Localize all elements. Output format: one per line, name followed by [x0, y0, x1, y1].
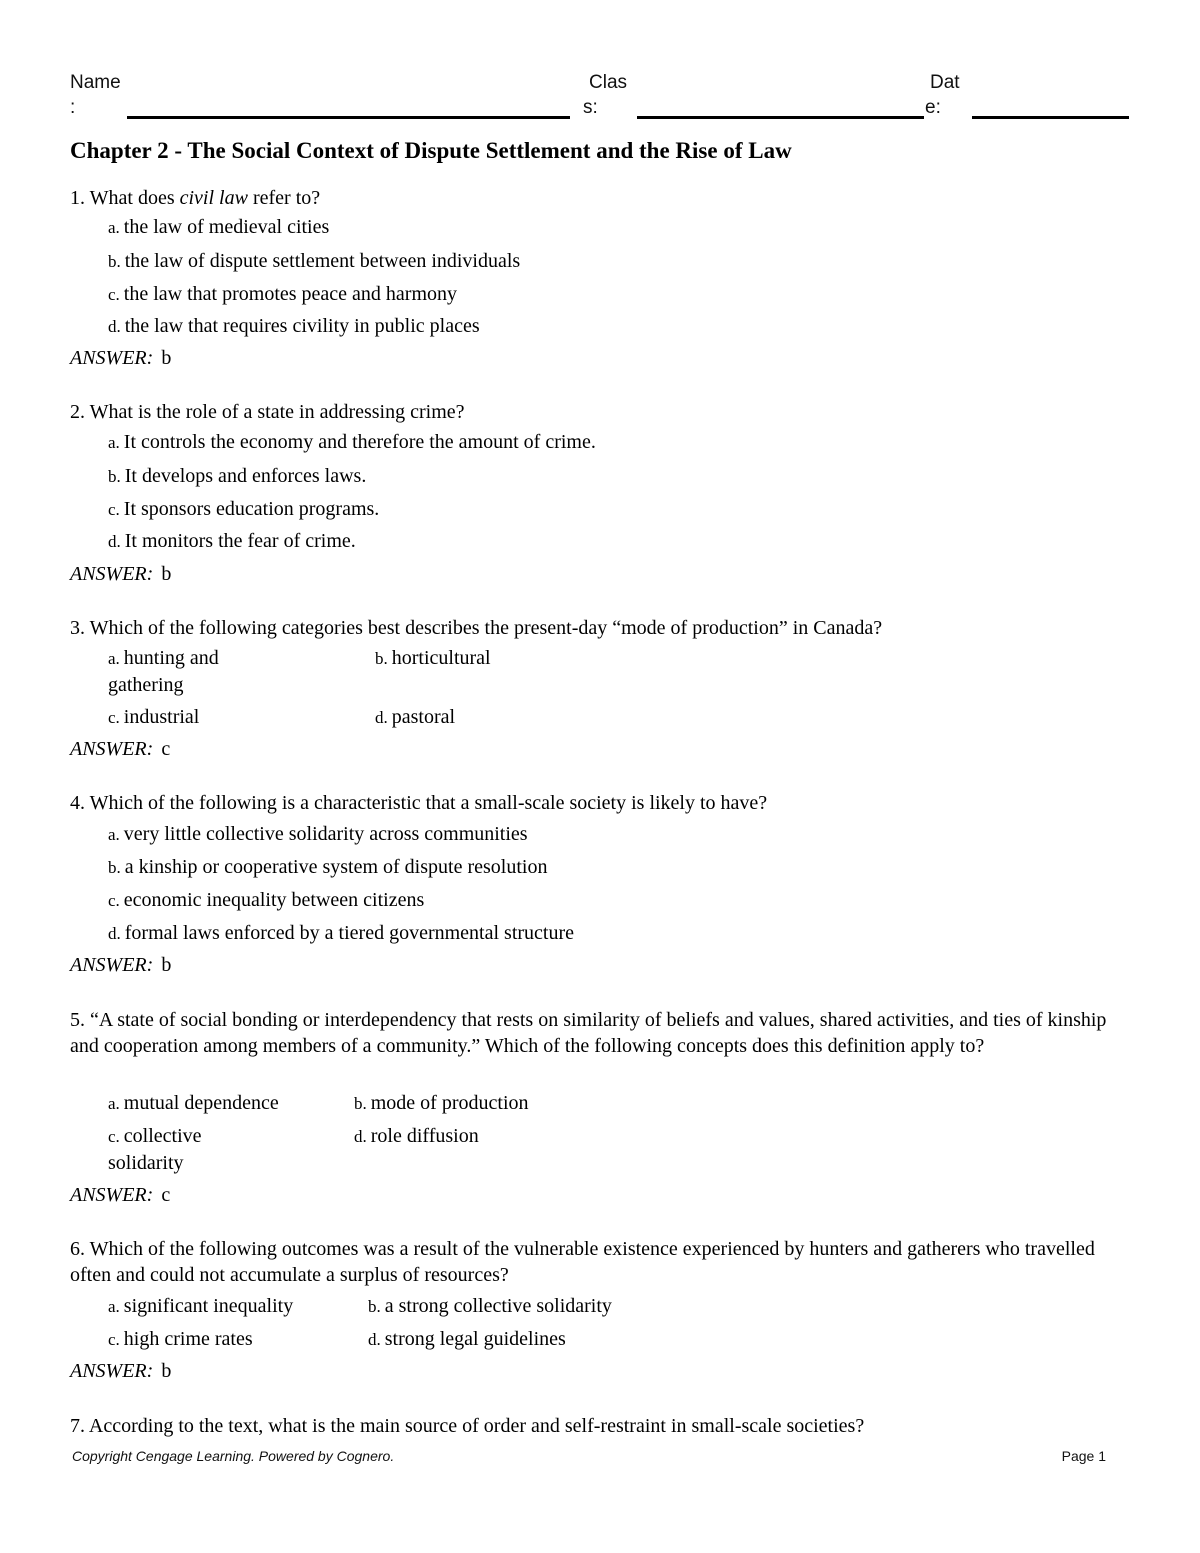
- option-text: It sponsors education programs.: [123, 498, 380, 520]
- option-6a: [108, 1293, 293, 1320]
- question-text-after: refer to?: [247, 187, 321, 209]
- option-4b: [108, 854, 547, 881]
- option-letter: c.: [108, 708, 120, 727]
- question-number: 6.: [70, 1238, 85, 1260]
- answer-value: c: [161, 738, 171, 760]
- option-1a: [108, 214, 329, 241]
- option-letter: b.: [375, 649, 388, 668]
- option-text: It develops and enforces laws.: [124, 465, 367, 487]
- option-letter: d.: [108, 317, 121, 336]
- answer-label: ANSWER:: [70, 954, 154, 976]
- option-text: strong legal guidelines: [384, 1328, 566, 1350]
- answer-value: c: [161, 1184, 171, 1206]
- option-text: hunting and gathering: [108, 647, 219, 696]
- answer-1: [70, 345, 171, 371]
- question-number: 3.: [70, 617, 85, 639]
- option-text: It monitors the fear of crime.: [124, 530, 356, 552]
- option-text: formal laws enforced by a tiered governmental structure: [124, 922, 575, 944]
- option-letter: b.: [108, 467, 121, 486]
- question-text: According to the text, what is the main source of order and self-restraint in small-scale societies?: [88, 1415, 865, 1437]
- option-letter: c.: [108, 1330, 120, 1349]
- option-text: role diffusion: [370, 1125, 479, 1147]
- question-1: [70, 185, 320, 211]
- class-field-line[interactable]: [637, 116, 924, 119]
- option-4c: [108, 887, 424, 914]
- option-text: the law that requires civility in public places: [124, 315, 480, 337]
- option-text: significant inequality: [123, 1295, 294, 1317]
- date-label-top: Dat: [930, 72, 960, 93]
- question-6: [70, 1236, 1115, 1288]
- question-text-before: What does: [89, 187, 180, 209]
- option-5c: [108, 1123, 258, 1176]
- option-letter: c.: [108, 500, 120, 519]
- question-text: Which of the following outcomes was a result of the vulnerable existence experienced by hunters and gatherers who travelled often and could not accumulate a surplus of resources?: [70, 1238, 1095, 1286]
- answer-value: b: [161, 347, 172, 369]
- option-text: the law of medieval cities: [123, 216, 330, 238]
- question-4: [70, 790, 767, 816]
- option-text: very little collective solidarity across communities: [123, 823, 528, 845]
- page-title: Chapter 2 - The Social Context of Dispute Settlement and the Rise of Law: [70, 138, 792, 163]
- answer-label: ANSWER:: [70, 1360, 154, 1382]
- option-2d: [108, 528, 356, 555]
- option-text: the law that promotes peace and harmony: [123, 283, 458, 305]
- option-text: a kinship or cooperative system of dispute resolution: [124, 856, 548, 878]
- question-number: 7.: [70, 1415, 85, 1437]
- option-text: horticultural: [391, 647, 491, 669]
- answer-label: ANSWER:: [70, 563, 154, 585]
- class-label-top: Clas: [589, 72, 628, 93]
- option-text: the law of dispute settlement between individuals: [124, 250, 521, 272]
- option-letter: b.: [108, 858, 121, 877]
- option-letter: c.: [108, 1127, 120, 1146]
- option-3c: [108, 704, 199, 731]
- option-2b: [108, 463, 366, 490]
- answer-value: b: [161, 954, 172, 976]
- name-label-top: Name: [70, 72, 121, 93]
- footer-page-number: Page 1: [1061, 1448, 1106, 1464]
- option-5d: [354, 1123, 479, 1150]
- option-letter: b.: [368, 1297, 381, 1316]
- question-text: “A state of social bonding or interdependency that rests on similarity of beliefs and values, shared activities, and ties of kinship and cooperation among members of a community.” Which of the following concepts does this definition apply to?: [70, 1009, 1107, 1057]
- question-3: [70, 615, 882, 641]
- question-7: [70, 1413, 864, 1439]
- option-1b: [108, 248, 520, 275]
- answer-label: ANSWER:: [70, 1184, 154, 1206]
- name-field-line[interactable]: [127, 116, 570, 119]
- option-letter: c.: [108, 891, 120, 910]
- option-6c: [108, 1326, 253, 1353]
- option-letter: d.: [368, 1330, 381, 1349]
- option-4d: [108, 920, 574, 947]
- name-label-bottom: :: [70, 97, 76, 118]
- option-text: mutual dependence: [123, 1092, 279, 1114]
- option-6d: [368, 1326, 566, 1353]
- option-text: industrial: [123, 706, 200, 728]
- question-text: What is the role of a state in addressing crime?: [89, 401, 465, 423]
- date-label-bottom: e:: [925, 97, 941, 118]
- option-2a: [108, 429, 596, 456]
- question-5: [70, 1007, 1115, 1059]
- question-text: Which of the following is a characteristic that a small-scale society is likely to have?: [89, 792, 768, 814]
- option-letter: d.: [375, 708, 388, 727]
- question-2: [70, 399, 465, 425]
- option-text: It controls the economy and therefore the amount of crime.: [123, 431, 596, 453]
- option-text: collective solidarity: [108, 1125, 202, 1174]
- option-text: economic inequality between citizens: [123, 889, 425, 911]
- footer-copyright: Copyright Cengage Learning. Powered by Cognero.: [72, 1448, 395, 1464]
- option-letter: b.: [108, 252, 121, 271]
- answer-5: [70, 1182, 170, 1208]
- class-label-bottom: s:: [583, 97, 598, 118]
- option-letter: a.: [108, 1297, 120, 1316]
- answer-label: ANSWER:: [70, 347, 154, 369]
- option-3d: [375, 704, 455, 731]
- option-letter: a.: [108, 433, 120, 452]
- question-number: 1.: [70, 187, 85, 209]
- option-letter: d.: [354, 1127, 367, 1146]
- option-text: high crime rates: [123, 1328, 253, 1350]
- option-5a: [108, 1090, 279, 1117]
- option-letter: d.: [108, 924, 121, 943]
- answer-2: [70, 561, 171, 587]
- option-5b: [354, 1090, 529, 1117]
- option-text: pastoral: [391, 706, 456, 728]
- option-6b: [368, 1293, 612, 1320]
- question-text-emphasis: civil law: [179, 187, 248, 209]
- option-letter: c.: [108, 285, 120, 304]
- option-letter: a.: [108, 825, 120, 844]
- option-letter: d.: [108, 532, 121, 551]
- option-1c: [108, 281, 457, 308]
- option-letter: a.: [108, 649, 120, 668]
- option-2c: [108, 496, 379, 523]
- option-text: a strong collective solidarity: [384, 1295, 612, 1317]
- answer-value: b: [161, 563, 172, 585]
- answer-6: [70, 1358, 171, 1384]
- question-text: Which of the following categories best describes the present-day “mode of production” in Canada?: [89, 617, 883, 639]
- question-number: 2.: [70, 401, 85, 423]
- date-field-line[interactable]: [972, 116, 1129, 119]
- answer-4: [70, 952, 171, 978]
- option-letter: b.: [354, 1094, 367, 1113]
- option-1d: [108, 313, 480, 340]
- question-number: 5.: [70, 1009, 85, 1031]
- option-4a: [108, 821, 528, 848]
- option-3a: [108, 645, 258, 698]
- option-letter: a.: [108, 1094, 120, 1113]
- option-letter: a.: [108, 218, 120, 237]
- option-text: mode of production: [370, 1092, 529, 1114]
- answer-value: b: [161, 1360, 172, 1382]
- question-number: 4.: [70, 792, 85, 814]
- answer-3: [70, 736, 170, 762]
- answer-label: ANSWER:: [70, 738, 154, 760]
- option-3b: [375, 645, 491, 672]
